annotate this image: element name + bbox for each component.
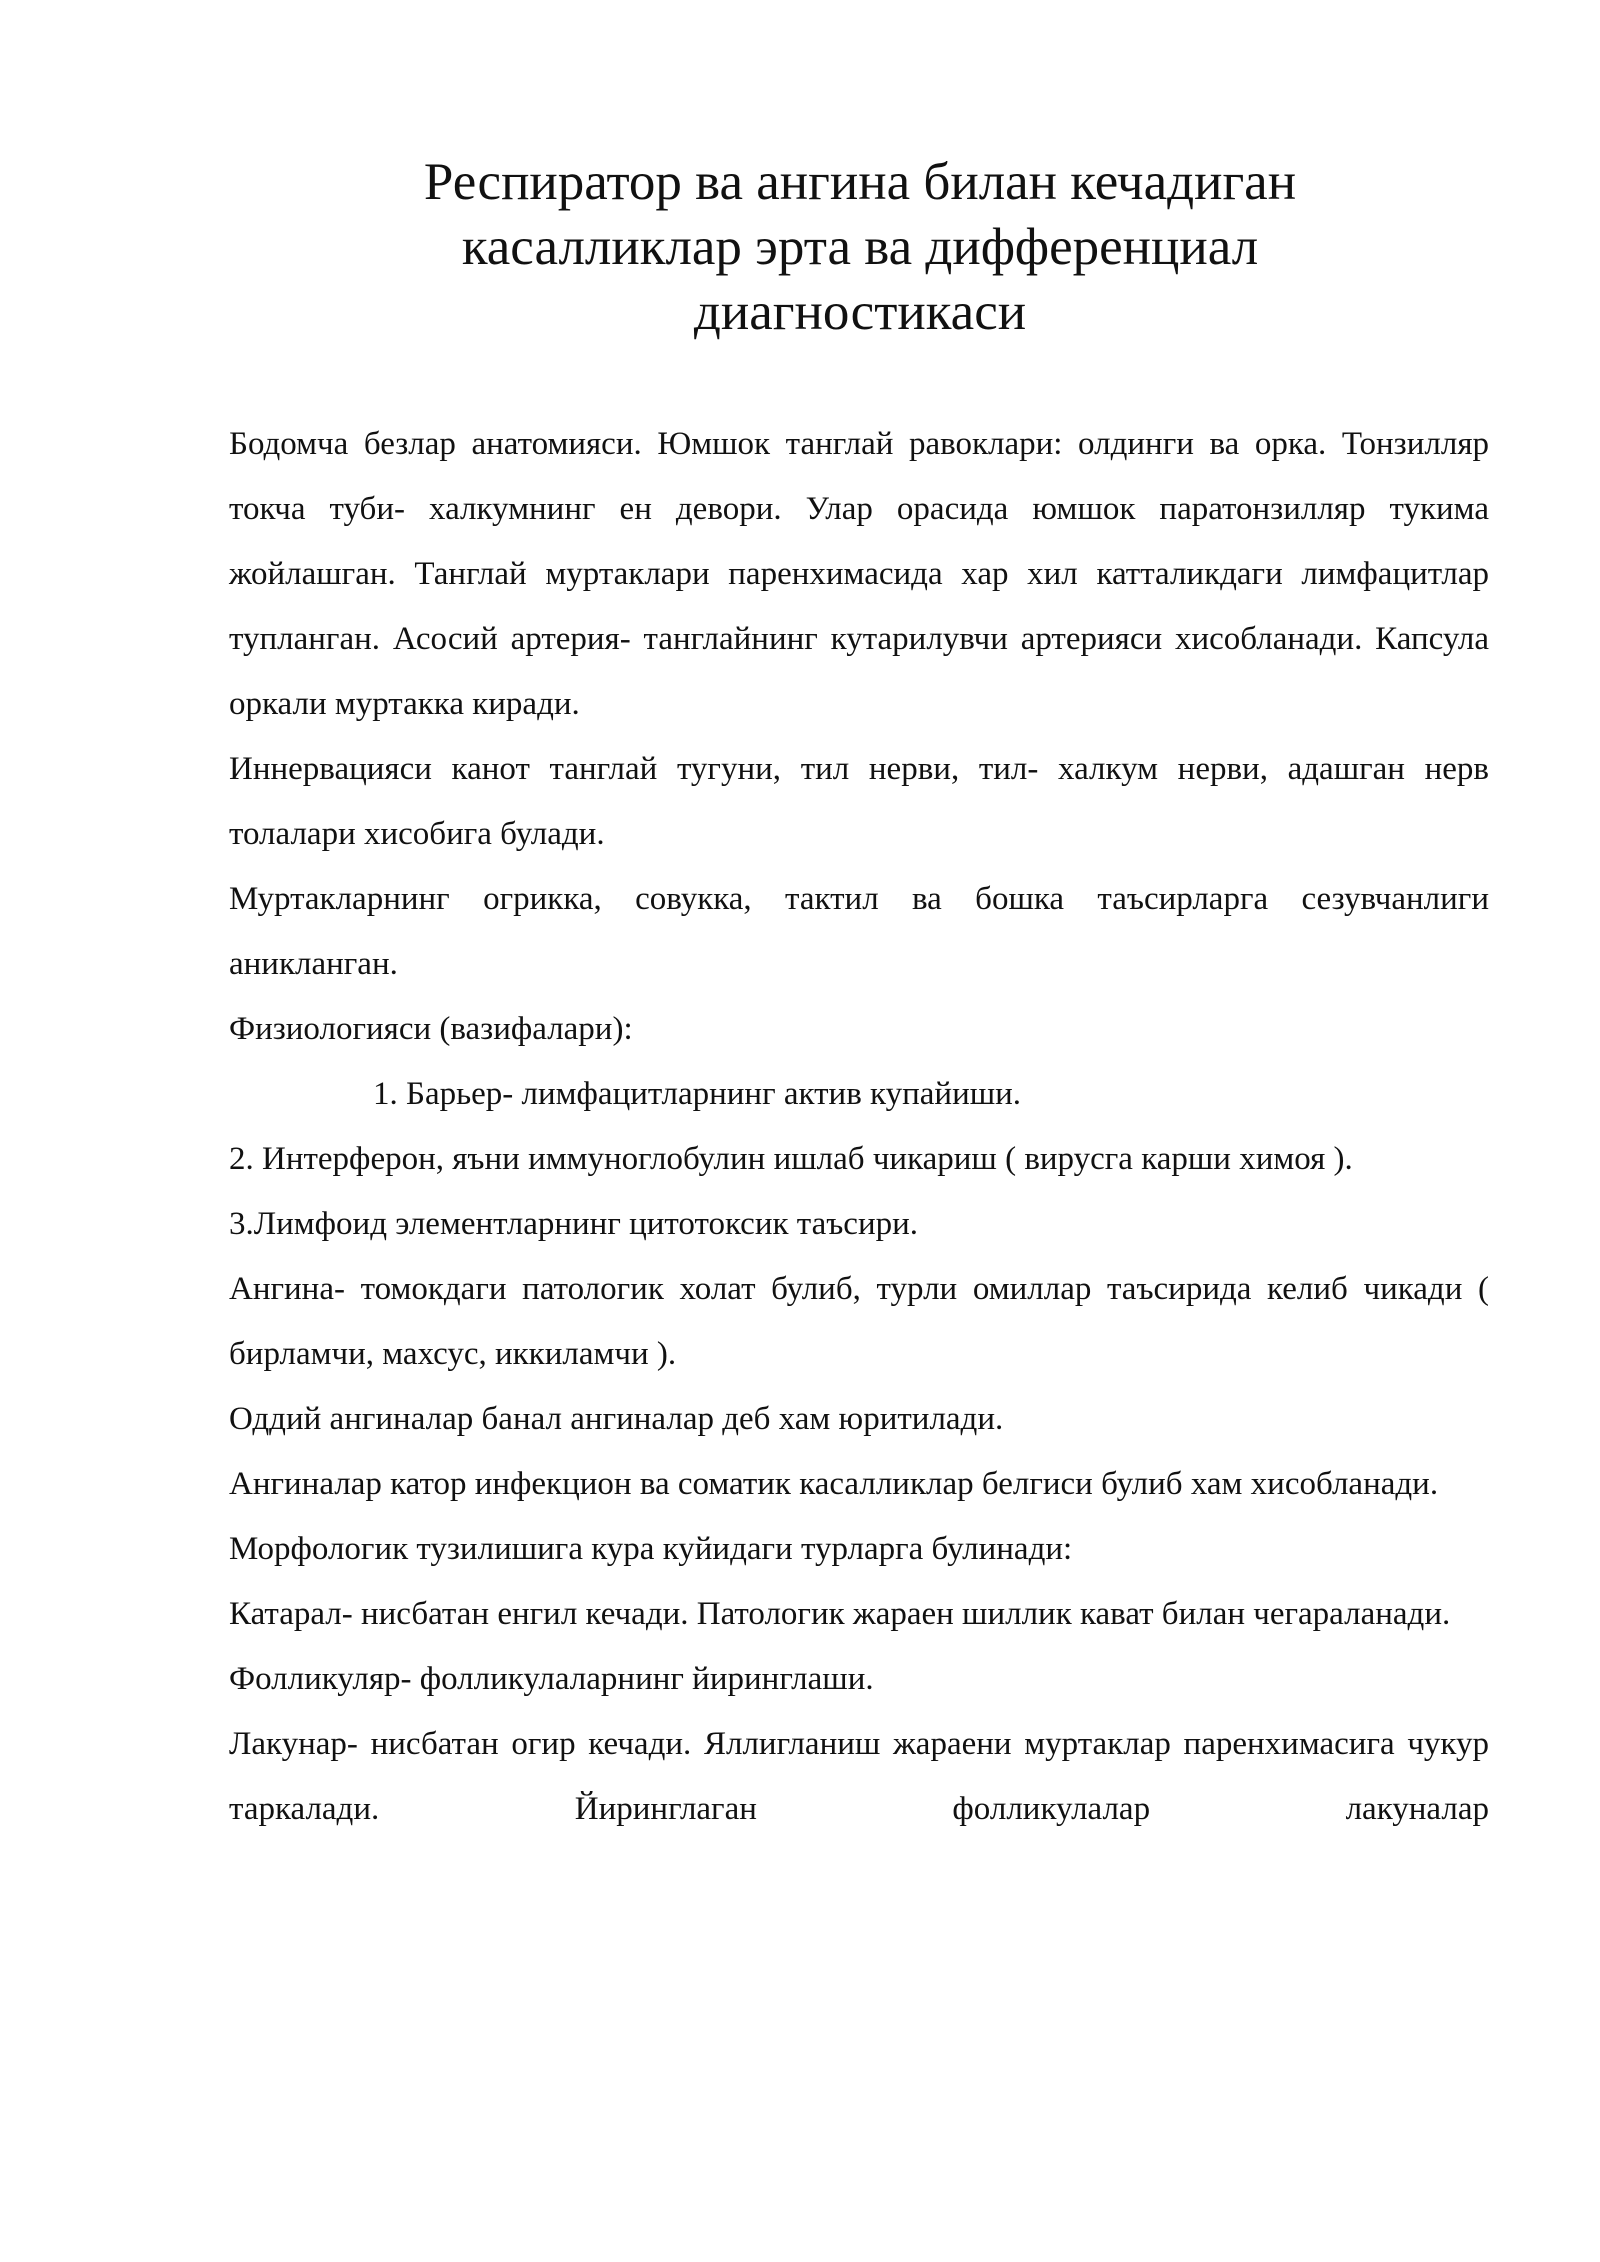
title-line: касалликлар эрта ва дифференциал bbox=[461, 218, 1259, 276]
title-line: Респиратор ва ангина билан кечадиган bbox=[423, 153, 1297, 211]
paragraph-symptom: Ангиналар катор инфекцион ва соматик касалликлар белгиси булиб хам хисобланади. bbox=[229, 1466, 1439, 1502]
list-item-cytotoxic: 3.Лимфоид элементларнинг цитотоксик таъсири. bbox=[229, 1206, 919, 1242]
paragraph-sensitivity: Муртакларнинг огрикка, совукка, тактил ва бошка таъсирларга сезувчанлиги аникланган. bbox=[229, 881, 1489, 982]
paragraph-catarrhal: Катарал- нисбатан енгил кечади. Патологик жараен шиллик кават билан чегараланади. bbox=[229, 1596, 1451, 1632]
document-title bbox=[230, 150, 1490, 345]
paragraph-anatomy: Бодомча безлар анатомияси. Юмшок танглай равоклари: олдинги ва орка. Тонзилляр токча туби- халкумнинг ен девори. Улар орасида юмшок паратонзилляр тукима жойлашган. Танглай муртаклари паренхимасида хар хил катталикдаги лимфацитлар тупланган. Асосий артерия- танглайнинг кутарилувчи артерияси хисобланади. Капсула оркали муртакка киради. bbox=[229, 426, 1489, 722]
paragraph-angina: Ангина- томокдаги патологик холат булиб, турли омиллар таъсирида келиб чикади ( бирламчи, махсус, иккиламчи ). bbox=[229, 1271, 1489, 1372]
paragraph-follicular: Фолликуляр- фолликулаларнинг йиринглаши. bbox=[229, 1661, 874, 1697]
list-item-interferon: 2. Интерферон, яъни иммуноглобулин ишлаб чикариш ( вирусга карши химоя ). bbox=[229, 1141, 1353, 1177]
paragraph-lacunar: Лакунар- нисбатан огир кечади. Яллигланиш жараени муртаклар паренхимасига чукур таркалади. Йиринглаган фолликулалар лакуналар bbox=[229, 1726, 1489, 1827]
paragraph-banal: Оддий ангиналар банал ангиналар деб хам юритилади. bbox=[229, 1401, 1004, 1437]
document-body bbox=[229, 412, 1489, 1842]
title-line: диагностикаси bbox=[693, 283, 1027, 341]
paragraph-innervation: Иннервацияси канот танглай тугуни, тил нерви, тил- халкум нерви, адашган нерв толалари хисобига булади. bbox=[229, 751, 1489, 852]
paragraph-physiology-heading: Физиологияси (вазифалари): bbox=[229, 1011, 633, 1047]
paragraph-morphology: Морфологик тузилишига кура куйидаги турларга булинади: bbox=[229, 1531, 1073, 1567]
list-item-barrier: 1. Барьер- лимфацитларнинг актив купайиши. bbox=[373, 1076, 1022, 1112]
